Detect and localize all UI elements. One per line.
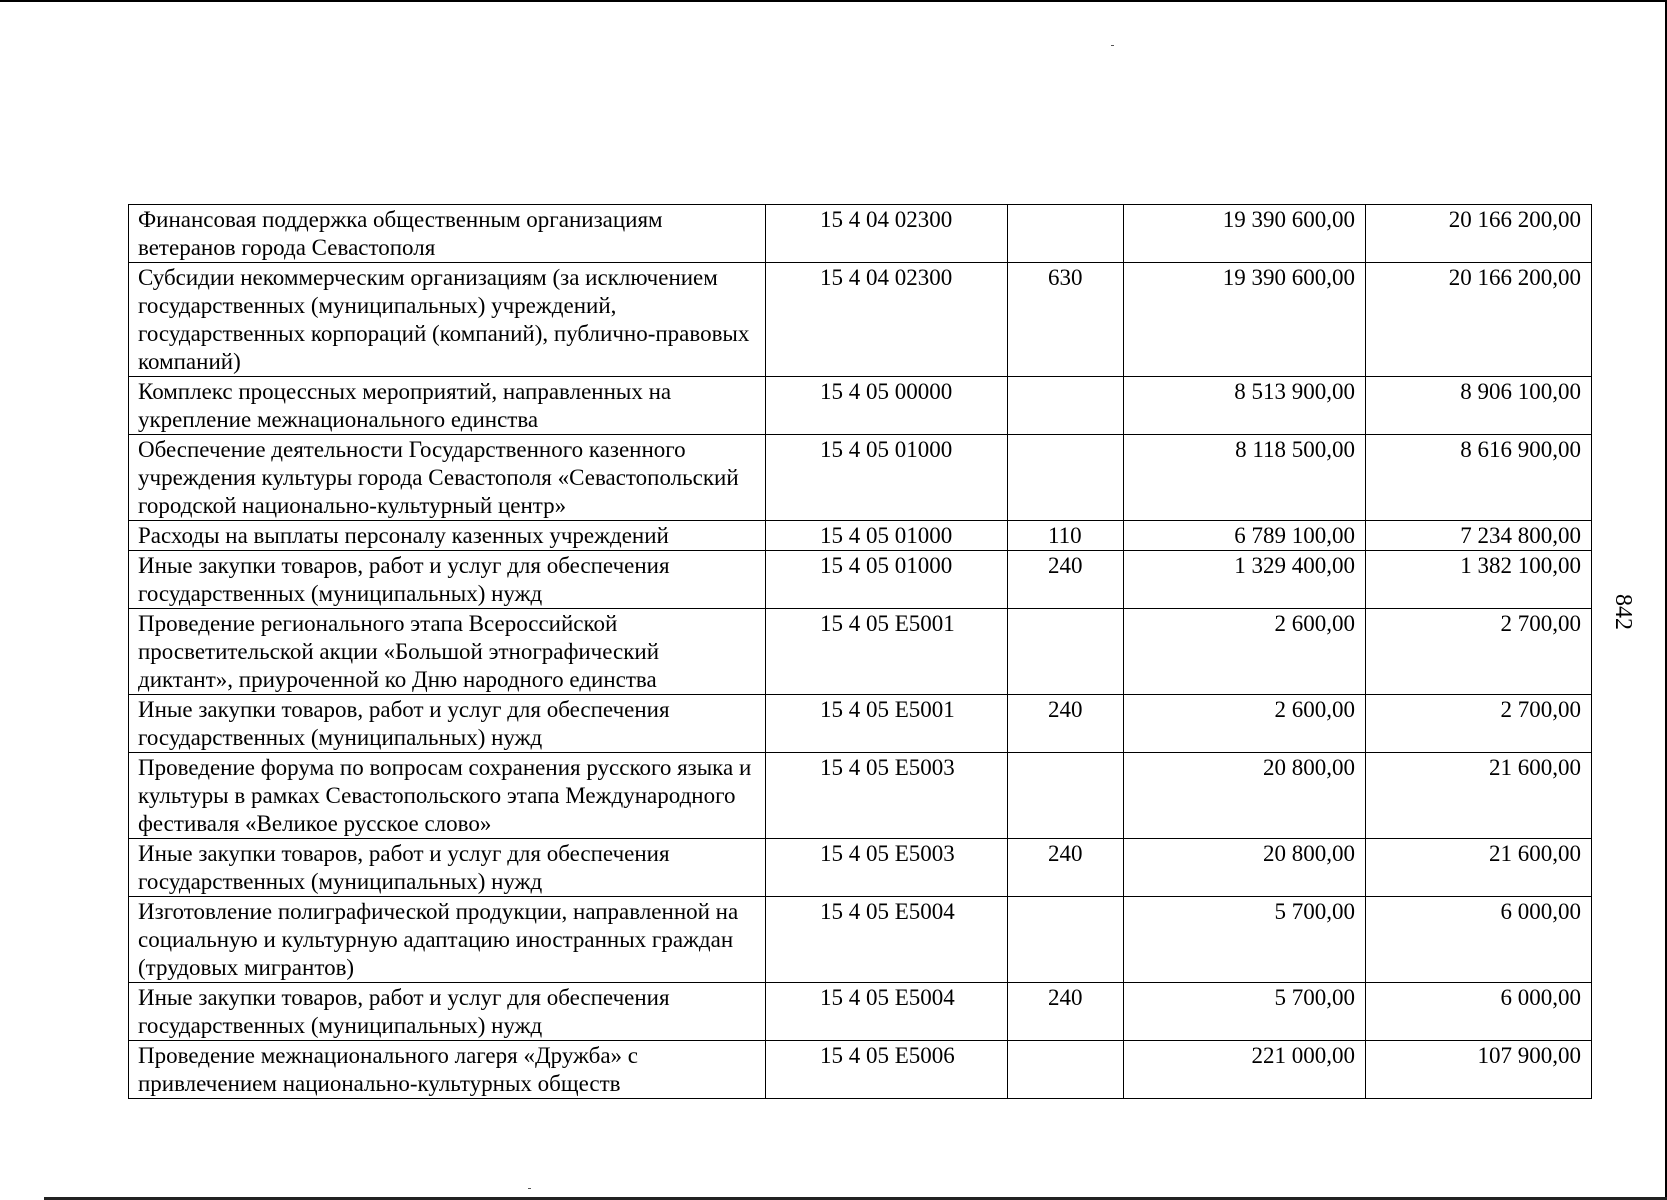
row-code-cell: 15 4 05 01000 bbox=[766, 435, 1008, 521]
row-code-cell: 15 4 05 E5004 bbox=[766, 983, 1008, 1041]
table-row bbox=[129, 897, 1592, 983]
row-name-cell: Иные закупки товаров, работ и услуг для обеспечения государственных (муниципальных) нужд bbox=[129, 695, 766, 753]
table-row bbox=[129, 263, 1592, 377]
row-code-cell: 15 4 05 01000 bbox=[766, 551, 1008, 609]
row-name-cell: Иные закупки товаров, работ и услуг для обеспечения государственных (муниципальных) нужд bbox=[129, 983, 766, 1041]
row-amount-1-cell: 8 118 500,00 bbox=[1124, 435, 1366, 521]
row-name-cell: Финансовая поддержка общественным организациям ветеранов города Севастополя bbox=[129, 205, 766, 263]
row-type-cell bbox=[1008, 435, 1124, 521]
row-amount-2-cell: 7 234 800,00 bbox=[1366, 521, 1592, 551]
row-name-cell: Изготовление полиграфической продукции, направленной на социальную и культурную адаптацию иностранных граждан (трудовых мигрантов) bbox=[129, 897, 766, 983]
row-amount-2-cell: 6 000,00 bbox=[1366, 897, 1592, 983]
row-amount-2-cell: 2 700,00 bbox=[1366, 695, 1592, 753]
row-type-cell: 240 bbox=[1008, 551, 1124, 609]
row-amount-1-cell: 20 800,00 bbox=[1124, 753, 1366, 839]
row-amount-2-cell: 2 700,00 bbox=[1366, 609, 1592, 695]
row-name-cell: Проведение регионального этапа Всероссийской просветительской акции «Большой этнографический диктант», приуроченной ко Дню народного единства bbox=[129, 609, 766, 695]
table-row bbox=[129, 205, 1592, 263]
table-row bbox=[129, 377, 1592, 435]
row-name-cell: Проведение межнационального лагеря «Дружба» с привлечением национально-культурных обществ bbox=[129, 1041, 766, 1099]
row-amount-2-cell: 20 166 200,00 bbox=[1366, 263, 1592, 377]
table-row bbox=[129, 983, 1592, 1041]
table-row bbox=[129, 695, 1592, 753]
row-code-cell: 15 4 05 E5001 bbox=[766, 609, 1008, 695]
row-amount-1-cell: 5 700,00 bbox=[1124, 983, 1366, 1041]
row-amount-2-cell: 1 382 100,00 bbox=[1366, 551, 1592, 609]
row-code-cell: 15 4 05 E5004 bbox=[766, 897, 1008, 983]
row-amount-2-cell: 8 906 100,00 bbox=[1366, 377, 1592, 435]
row-code-cell: 15 4 04 02300 bbox=[766, 205, 1008, 263]
scan-speck bbox=[528, 1188, 531, 1189]
row-type-cell: 240 bbox=[1008, 839, 1124, 897]
row-type-cell bbox=[1008, 1041, 1124, 1099]
row-type-cell: 630 bbox=[1008, 263, 1124, 377]
row-code-cell: 15 4 05 E5006 bbox=[766, 1041, 1008, 1099]
table-row bbox=[129, 435, 1592, 521]
row-amount-2-cell: 21 600,00 bbox=[1366, 753, 1592, 839]
row-code-cell: 15 4 05 E5003 bbox=[766, 753, 1008, 839]
row-name-cell: Субсидии некоммерческим организациям (за исключением государственных (муниципальных) учреждений, государственных корпораций (компаний), публично-правовых компаний) bbox=[129, 263, 766, 377]
row-amount-1-cell: 20 800,00 bbox=[1124, 839, 1366, 897]
row-amount-1-cell: 221 000,00 bbox=[1124, 1041, 1366, 1099]
row-amount-1-cell: 19 390 600,00 bbox=[1124, 263, 1366, 377]
row-name-cell: Иные закупки товаров, работ и услуг для обеспечения государственных (муниципальных) нужд bbox=[129, 839, 766, 897]
row-amount-1-cell: 8 513 900,00 bbox=[1124, 377, 1366, 435]
row-amount-2-cell: 21 600,00 bbox=[1366, 839, 1592, 897]
row-code-cell: 15 4 05 01000 bbox=[766, 521, 1008, 551]
budget-table bbox=[128, 204, 1592, 1099]
row-type-cell bbox=[1008, 377, 1124, 435]
row-code-cell: 15 4 05 E5003 bbox=[766, 839, 1008, 897]
row-name-cell: Обеспечение деятельности Государственного казенного учреждения культуры города Севастополя «Севастопольский городской национально-культурный центр» bbox=[129, 435, 766, 521]
page-number: 842 bbox=[1610, 594, 1636, 630]
row-type-cell bbox=[1008, 753, 1124, 839]
row-amount-1-cell: 6 789 100,00 bbox=[1124, 521, 1366, 551]
row-amount-2-cell: 107 900,00 bbox=[1366, 1041, 1592, 1099]
row-amount-2-cell: 20 166 200,00 bbox=[1366, 205, 1592, 263]
row-type-cell: 240 bbox=[1008, 983, 1124, 1041]
row-code-cell: 15 4 05 E5001 bbox=[766, 695, 1008, 753]
row-amount-1-cell: 1 329 400,00 bbox=[1124, 551, 1366, 609]
row-name-cell: Расходы на выплаты персоналу казенных учреждений bbox=[129, 521, 766, 551]
row-name-cell: Проведение форума по вопросам сохранения русского языка и культуры в рамках Севастопольского этапа Международного фестиваля «Великое русское слово» bbox=[129, 753, 766, 839]
row-type-cell: 240 bbox=[1008, 695, 1124, 753]
row-type-cell bbox=[1008, 609, 1124, 695]
table-row bbox=[129, 753, 1592, 839]
row-amount-1-cell: 19 390 600,00 bbox=[1124, 205, 1366, 263]
table-row bbox=[129, 551, 1592, 609]
row-amount-1-cell: 2 600,00 bbox=[1124, 609, 1366, 695]
row-code-cell: 15 4 04 02300 bbox=[766, 263, 1008, 377]
row-type-cell bbox=[1008, 205, 1124, 263]
table-row bbox=[129, 609, 1592, 695]
scan-border-top bbox=[0, 0, 1667, 2]
table-row bbox=[129, 1041, 1592, 1099]
row-name-cell: Комплекс процессных мероприятий, направленных на укрепление межнационального единства bbox=[129, 377, 766, 435]
table-row bbox=[129, 521, 1592, 551]
row-amount-2-cell: 8 616 900,00 bbox=[1366, 435, 1592, 521]
row-name-cell: Иные закупки товаров, работ и услуг для обеспечения государственных (муниципальных) нужд bbox=[129, 551, 766, 609]
table-row bbox=[129, 839, 1592, 897]
row-amount-1-cell: 5 700,00 bbox=[1124, 897, 1366, 983]
row-code-cell: 15 4 05 00000 bbox=[766, 377, 1008, 435]
row-type-cell: 110 bbox=[1008, 521, 1124, 551]
row-amount-1-cell: 2 600,00 bbox=[1124, 695, 1366, 753]
row-amount-2-cell: 6 000,00 bbox=[1366, 983, 1592, 1041]
table-body bbox=[129, 205, 1592, 1099]
scan-speck bbox=[1111, 45, 1114, 46]
row-type-cell bbox=[1008, 897, 1124, 983]
